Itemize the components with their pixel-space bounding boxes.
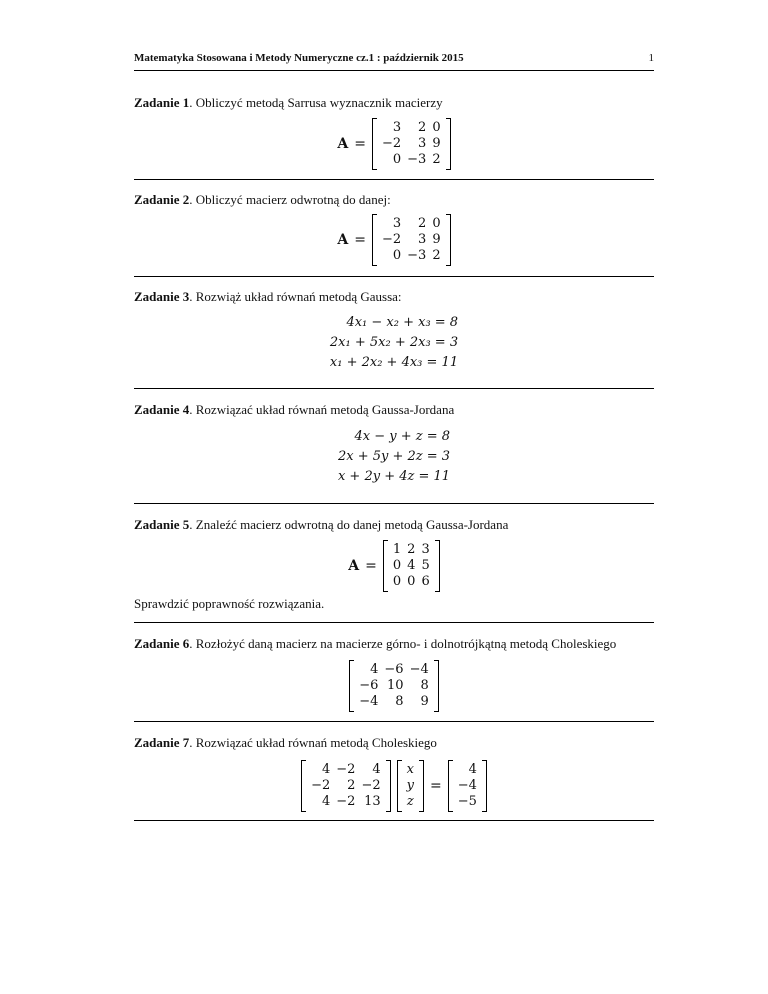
- vector-cell: 4: [468, 762, 477, 777]
- task-heading: [134, 289, 654, 305]
- task-number: 5: [182, 517, 190, 532]
- matrix: [372, 216, 451, 264]
- task-5-note: Sprawdzić poprawność rozwiązania.: [134, 596, 325, 611]
- matrix-cell: −3: [407, 152, 427, 167]
- vector-cell: x: [406, 762, 414, 777]
- matrix-cell: 13: [364, 794, 381, 809]
- matrix-cell: 0: [392, 574, 402, 589]
- task-label: Zadanie: [134, 192, 180, 207]
- matrix-cell: 0: [432, 216, 441, 231]
- matrix-cell: 4: [322, 794, 331, 809]
- vector-cell: −5: [457, 794, 477, 809]
- section-divider: [134, 276, 654, 277]
- matrix-cell: 5: [421, 558, 430, 573]
- equation: 4x − y + z = 8: [354, 429, 451, 444]
- matrix-cell: 4: [372, 762, 381, 777]
- task-label: Zadanie: [134, 636, 180, 651]
- equals-sign: =: [365, 558, 377, 574]
- matrix-cell: −2: [336, 762, 356, 777]
- header-title: Matematyka Stosowana i Metody Numeryczne cz.1 : październik 2015: [134, 52, 464, 64]
- task-text: . Znaleźć macierz odwrotną do danej metodą Gaussa-Jordana: [189, 517, 509, 532]
- matrix-cell: 9: [432, 232, 441, 247]
- equation: x₁ + 2x₂ + 4x₃ = 11: [329, 355, 459, 370]
- matrix-cell: −4: [409, 662, 429, 677]
- matrix-cell: 0: [392, 152, 402, 167]
- section-divider: [134, 179, 654, 180]
- matrix-cell: 2: [418, 120, 427, 135]
- matrix-cell: 2: [347, 778, 356, 793]
- task-heading: [134, 402, 654, 418]
- page-header: [134, 52, 654, 68]
- matrix-cell: −2: [381, 232, 402, 247]
- equation: 2x + 5y + 2z = 3: [337, 449, 451, 464]
- task-label: Zadanie: [134, 402, 180, 417]
- equation: x + 2y + 4z = 11: [337, 469, 451, 484]
- task-text: . Obliczyć macierz odwrotną do danej:: [189, 192, 391, 207]
- task-number: 6: [182, 636, 190, 651]
- task-heading: [134, 735, 654, 751]
- task-3: [134, 289, 654, 305]
- matrix-cell: 2: [432, 152, 441, 167]
- task-2: [134, 192, 654, 208]
- task-heading: [134, 192, 654, 208]
- matrix-cell: −3: [407, 248, 427, 263]
- matrix: [383, 542, 440, 590]
- matrix-cell: 0: [392, 558, 402, 573]
- matrix-cell: 2: [418, 216, 427, 231]
- matrix-cell: −2: [311, 778, 331, 793]
- matrix-cell: 3: [418, 136, 427, 151]
- matrix-cell: −6: [384, 662, 404, 677]
- task-6-matrix-block: [134, 662, 654, 714]
- task-1: [134, 95, 654, 111]
- task-2-matrix-block: [134, 216, 654, 264]
- matrix-cell: 3: [421, 542, 430, 557]
- task-3-equation-system: [134, 313, 654, 373]
- matrix-cell: 4: [370, 662, 379, 677]
- task-4: [134, 402, 654, 418]
- task-number: 7: [182, 735, 190, 750]
- task-text: . Rozwiązać układ równań metodą Choleskiego: [189, 735, 437, 750]
- task-4-equation-system: [134, 427, 654, 487]
- matrix-cell: 9: [432, 136, 441, 151]
- task-heading: [134, 95, 654, 111]
- task-heading: [134, 517, 654, 533]
- rhs-vector: [448, 762, 487, 810]
- matrix-cell: 8: [420, 678, 429, 693]
- task-7: [134, 735, 654, 751]
- task-text: . Obliczyć metodą Sarrusa wyznacznik macierzy: [189, 95, 443, 110]
- task-text: . Rozwiązać układ równań metodą Gaussa-Jordana: [189, 402, 455, 417]
- section-divider: [134, 503, 654, 504]
- task-number: 1: [182, 95, 190, 110]
- matrix-cell: 1: [392, 542, 402, 557]
- matrix-cell: −2: [381, 136, 402, 151]
- task-5-matrix-block: [134, 542, 654, 590]
- task-label: Zadanie: [134, 289, 180, 304]
- task-text: . Rozwiąż układ równań metodą Gaussa:: [189, 289, 402, 304]
- task-heading: [134, 636, 654, 652]
- equals-sign: =: [429, 778, 442, 794]
- task-label: Zadanie: [134, 735, 180, 750]
- section-divider: [134, 721, 654, 722]
- section-divider: [134, 388, 654, 389]
- equals-sign: =: [354, 232, 366, 248]
- matrix-cell: 4: [322, 762, 331, 777]
- matrix-cell: 2: [432, 248, 441, 263]
- matrix-cell: 6: [421, 574, 430, 589]
- task-5: [134, 517, 654, 533]
- vector-cell: y: [406, 778, 414, 793]
- matrix-cell: −6: [359, 678, 379, 693]
- vector-cell: z: [406, 794, 414, 809]
- task-7-matrix-equation: [134, 762, 654, 810]
- variable-vector: [397, 762, 424, 810]
- matrix-cell: 3: [418, 232, 427, 247]
- matrix-label: A: [337, 232, 349, 248]
- equals-sign: =: [354, 136, 366, 152]
- matrix-cell: −2: [361, 778, 381, 793]
- matrix-label: A: [337, 136, 349, 152]
- page-number: 1: [648, 52, 654, 64]
- task-text: . Rozłożyć daną macierz na macierze górno- i dolnotrójkątną metodą Choleskiego: [189, 636, 617, 651]
- equation: 2x₁ + 5x₂ + 2x₃ = 3: [329, 335, 459, 350]
- vector-cell: −4: [457, 778, 477, 793]
- matrix-cell: 3: [392, 216, 402, 231]
- matrix-cell: −2: [336, 794, 356, 809]
- task-label: Zadanie: [134, 95, 180, 110]
- matrix: [349, 662, 439, 710]
- matrix-cell: 8: [395, 694, 404, 709]
- task-number: 2: [182, 192, 190, 207]
- matrix-cell: 2: [407, 542, 416, 557]
- equation: 4x₁ − x₂ + x₃ = 8: [346, 315, 459, 330]
- matrix: [372, 120, 451, 168]
- matrix-cell: 9: [420, 694, 429, 709]
- matrix-cell: 0: [407, 574, 416, 589]
- matrix-cell: 0: [392, 248, 402, 263]
- section-divider: [134, 820, 654, 821]
- task-6: [134, 636, 654, 652]
- matrix-label: A: [348, 558, 360, 574]
- task-label: Zadanie: [134, 517, 180, 532]
- matrix-cell: 4: [407, 558, 416, 573]
- task-1-matrix-block: [134, 120, 654, 168]
- task-number: 3: [182, 289, 190, 304]
- matrix-cell: 0: [432, 120, 441, 135]
- coefficient-matrix: [301, 762, 391, 810]
- task-number: 4: [182, 402, 190, 417]
- header-rule: [134, 70, 654, 71]
- matrix-cell: 3: [392, 120, 402, 135]
- matrix-cell: 10: [387, 678, 404, 693]
- matrix-cell: −4: [359, 694, 379, 709]
- section-divider: [134, 622, 654, 623]
